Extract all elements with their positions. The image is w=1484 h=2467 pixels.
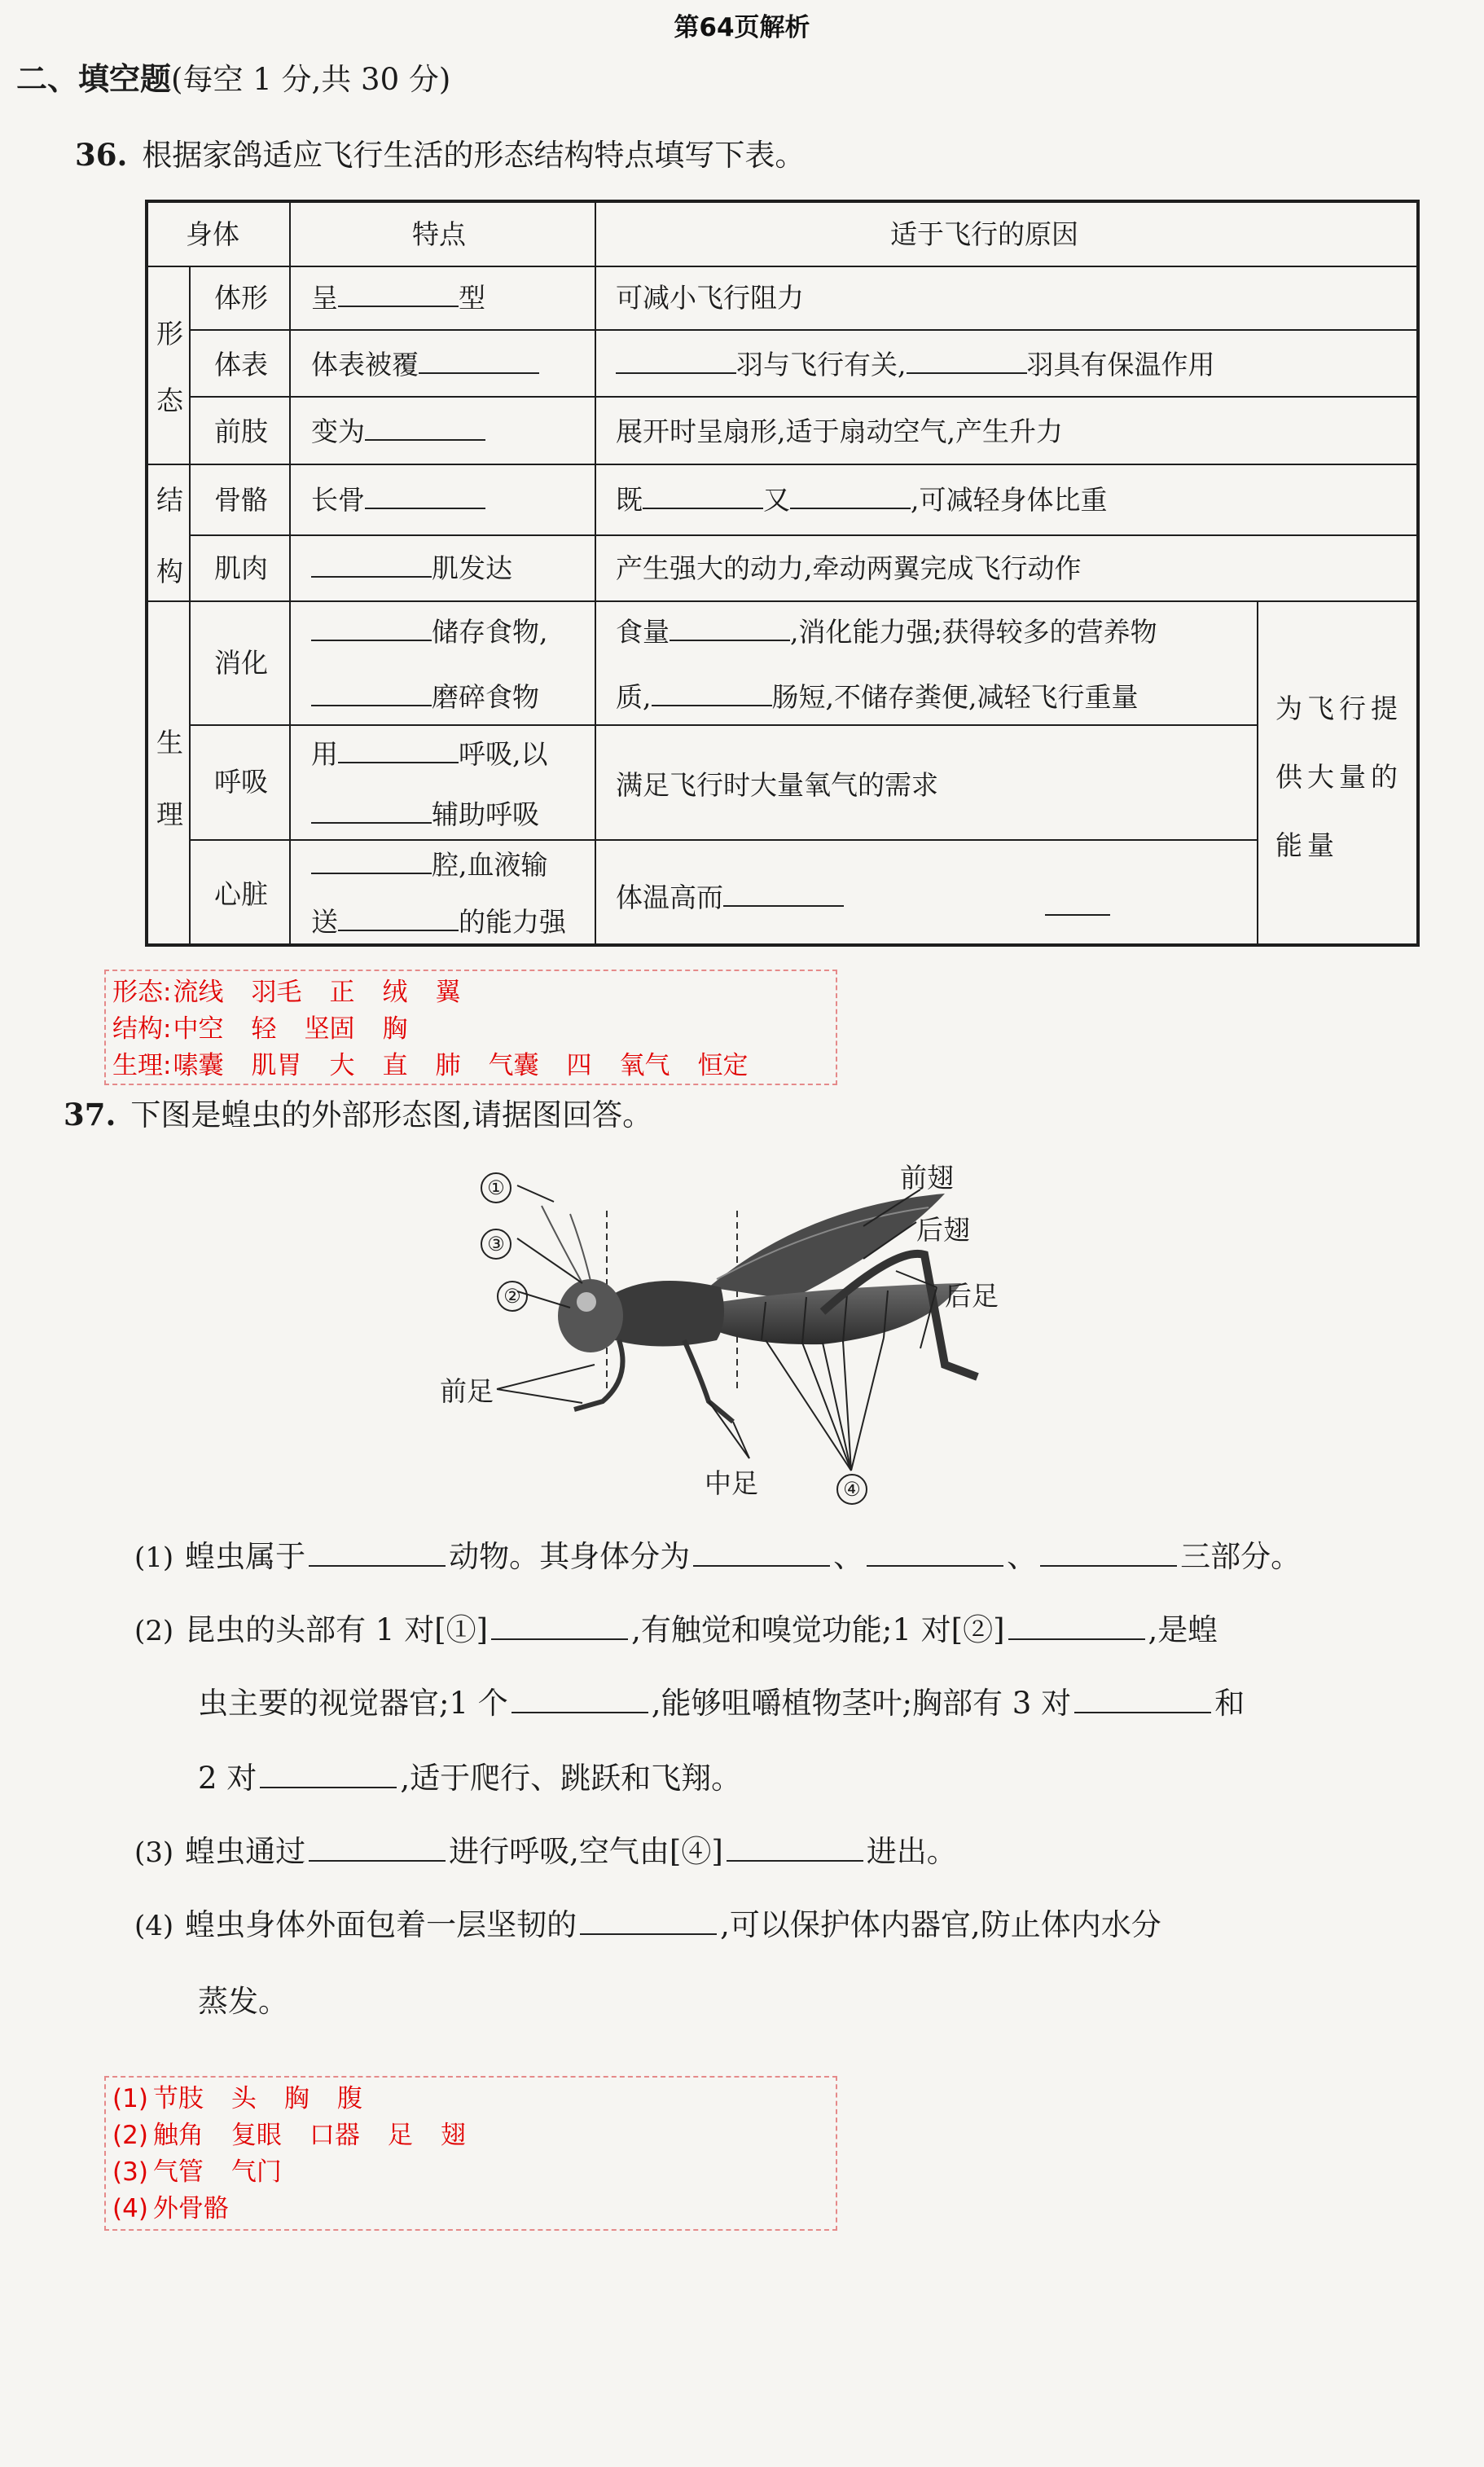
reason-text: 体温高而 bbox=[616, 882, 723, 913]
part-label: 消化 bbox=[214, 647, 268, 679]
sub-text: 动物。其身体分为 bbox=[449, 1539, 691, 1574]
answer-label: 结构: bbox=[112, 1014, 172, 1044]
header-feature: 特点 bbox=[412, 218, 466, 250]
feature-text: 腔,血液输 bbox=[432, 849, 548, 881]
answer-blank[interactable] bbox=[616, 372, 736, 374]
locust-illustration bbox=[440, 1157, 1116, 1507]
answer-label: (2) bbox=[112, 2121, 148, 2150]
answer-label: 形态: bbox=[112, 978, 172, 1007]
answer-blank[interactable] bbox=[365, 438, 485, 441]
group-char: 生 bbox=[156, 727, 183, 759]
sub-text: 进出。 bbox=[866, 1834, 957, 1869]
feature-xiaohua-2 bbox=[311, 681, 539, 713]
sub-text: ,适于爬行、跳跃和飞翔。 bbox=[400, 1761, 742, 1796]
marker-text: ① bbox=[481, 1172, 511, 1203]
feature-xiaohua-1 bbox=[311, 616, 548, 648]
sub-text: 虫主要的视觉器官;1 个 bbox=[198, 1686, 508, 1721]
reason-text: 羽具有保温作用 bbox=[1026, 349, 1215, 380]
answer-item: 肺 bbox=[435, 1051, 461, 1080]
feature-huxi-1 bbox=[311, 738, 548, 770]
marker-text: ③ bbox=[481, 1229, 511, 1260]
part-label: 体形 bbox=[214, 282, 268, 314]
part-label: 骨骼 bbox=[214, 484, 268, 516]
answer-item: 外骨骼 bbox=[152, 2194, 229, 2223]
question-number: 36. bbox=[75, 137, 128, 173]
answer-item: 气管 bbox=[152, 2157, 204, 2187]
section-title: 二、填空题 bbox=[16, 60, 172, 97]
answer-blank[interactable] bbox=[311, 872, 432, 874]
answer-item: 流线 bbox=[173, 978, 224, 1007]
feature-text: 磨碎食物 bbox=[432, 681, 539, 713]
answer-item: 中空 bbox=[173, 1014, 224, 1044]
answer-blank[interactable] bbox=[309, 1837, 446, 1862]
answer-blank[interactable] bbox=[309, 1542, 446, 1567]
sub-question-4-line-2 bbox=[198, 1977, 288, 2021]
answer-item: 气门 bbox=[231, 2157, 282, 2187]
part-label: 体表 bbox=[214, 349, 268, 380]
answer-blank[interactable] bbox=[338, 305, 459, 307]
answer-item: 翅 bbox=[440, 2121, 466, 2150]
feature-xinzang-1 bbox=[311, 849, 548, 881]
answer-blank[interactable] bbox=[511, 1689, 648, 1713]
answer-blank[interactable] bbox=[365, 507, 485, 509]
answer-item: 氧气 bbox=[619, 1051, 670, 1080]
sub-number: (2) bbox=[134, 1615, 174, 1647]
answer-blank[interactable] bbox=[670, 639, 790, 641]
marker-1 bbox=[481, 1169, 511, 1203]
marker-2 bbox=[497, 1277, 528, 1312]
feature-huxi-2 bbox=[311, 798, 539, 830]
answer-item: 四 bbox=[566, 1051, 592, 1080]
label-hindwing: 后翅 bbox=[916, 1214, 970, 1246]
locust-figure bbox=[440, 1157, 1116, 1507]
sub-question-3 bbox=[134, 1827, 957, 1871]
sub-text: ,能够咀嚼植物茎叶;胸部有 3 对 bbox=[651, 1686, 1072, 1721]
marker-text: ② bbox=[497, 1281, 528, 1312]
answer-blank[interactable] bbox=[419, 372, 539, 374]
part-label: 呼吸 bbox=[214, 766, 268, 798]
answer-item: 口器 bbox=[309, 2121, 360, 2150]
sub-number: (4) bbox=[134, 1910, 174, 1942]
answer-item: 头 bbox=[231, 2084, 257, 2113]
answer-blank[interactable] bbox=[260, 1764, 397, 1788]
sub-question-2-line-2 bbox=[198, 1678, 1245, 1722]
feature-text: 送 bbox=[311, 906, 338, 938]
part-label: 心脏 bbox=[214, 878, 268, 910]
answer-line bbox=[112, 2081, 829, 2117]
question-text: 下图是蝗虫的外部形态图,请据图回答。 bbox=[130, 1097, 653, 1132]
pigeon-table bbox=[145, 200, 1420, 948]
answer-item: 翼 bbox=[435, 978, 461, 1007]
feature-text: 辅助呼吸 bbox=[432, 798, 539, 830]
feature-jirou bbox=[311, 552, 512, 584]
sub-text: 昆虫的头部有 1 对[①] bbox=[185, 1612, 489, 1647]
feature-xinzang-2 bbox=[311, 906, 566, 938]
feature-text: 储存食物, bbox=[432, 616, 548, 648]
feature-text: 肌发达 bbox=[432, 552, 512, 584]
answer-blank[interactable] bbox=[693, 1542, 830, 1567]
sub-question-1 bbox=[134, 1532, 1301, 1576]
sub-text: 蝗虫身体外面包着一层坚韧的 bbox=[185, 1907, 577, 1942]
answer-blank[interactable] bbox=[907, 372, 1027, 374]
answer-blank[interactable] bbox=[1074, 1689, 1211, 1713]
section-heading bbox=[16, 54, 450, 99]
answer-line bbox=[112, 2117, 829, 2154]
answer-item: 节肢 bbox=[152, 2084, 204, 2113]
sub-text: 蝗虫属于 bbox=[185, 1539, 306, 1574]
sub-number: (3) bbox=[134, 1836, 174, 1869]
answer-blank[interactable] bbox=[727, 1837, 863, 1862]
sub-text: 进行呼吸,空气由[④] bbox=[449, 1834, 723, 1869]
part-label: 肌肉 bbox=[214, 552, 268, 584]
group-char: 态 bbox=[156, 385, 183, 416]
answer-blank[interactable] bbox=[652, 704, 772, 706]
answer-item: 胸 bbox=[382, 1014, 408, 1044]
answer-label: (3) bbox=[112, 2157, 148, 2187]
reason-jirou: 产生强大的动力,牵动两翼完成飞行动作 bbox=[616, 552, 1082, 584]
answer-item: 恒定 bbox=[697, 1051, 749, 1080]
answer-blank[interactable] bbox=[311, 821, 432, 824]
label-hindleg: 后足 bbox=[945, 1280, 999, 1312]
group-char: 构 bbox=[156, 556, 183, 587]
answer-blank[interactable] bbox=[867, 1542, 1003, 1567]
marker-4 bbox=[836, 1471, 867, 1505]
energy-line: 能量 bbox=[1275, 829, 1339, 861]
reason-tibiao bbox=[616, 351, 1215, 378]
answer-blank[interactable] bbox=[1008, 1616, 1145, 1640]
answer-item: 直 bbox=[382, 1051, 408, 1080]
reason-text: ,消化能力强;获得较多的营养物 bbox=[790, 616, 1157, 648]
energy-line: 供大量的 bbox=[1275, 761, 1403, 793]
feature-text: 变为 bbox=[311, 416, 365, 447]
feature-text: 长骨 bbox=[311, 484, 365, 516]
answer-line bbox=[112, 1011, 829, 1048]
answer-item: 嗉囊 bbox=[173, 1051, 224, 1080]
sub-question-2-line-1 bbox=[134, 1605, 1218, 1649]
answer-blank[interactable] bbox=[643, 507, 763, 509]
answer-blank[interactable] bbox=[311, 575, 432, 578]
answer-blank[interactable] bbox=[790, 507, 911, 509]
answer-blank[interactable] bbox=[311, 704, 432, 706]
reason-text: 食量 bbox=[616, 616, 670, 648]
answer-item: 复眼 bbox=[231, 2121, 282, 2150]
sub-number: (1) bbox=[134, 1541, 174, 1574]
answer-item: 腹 bbox=[336, 2084, 362, 2113]
sub-question-4-line-1 bbox=[134, 1900, 1161, 1944]
answer-label: (4) bbox=[112, 2194, 148, 2223]
answer-item: 胸 bbox=[283, 2084, 310, 2113]
reason-huxi: 满足飞行时大量氧气的需求 bbox=[616, 769, 938, 801]
answer-blank[interactable] bbox=[338, 761, 459, 763]
reason-tixing: 可减小飞行阻力 bbox=[616, 282, 804, 314]
marker-3 bbox=[481, 1225, 511, 1260]
feature-tibiao bbox=[311, 351, 539, 378]
group-char: 形 bbox=[156, 318, 183, 350]
answer-box-36 bbox=[104, 970, 837, 1085]
answer-blank[interactable] bbox=[1040, 1542, 1177, 1567]
feature-text: 型 bbox=[459, 282, 485, 314]
reason-text: ,可减轻身体比重 bbox=[911, 484, 1108, 516]
group-char: 结 bbox=[156, 484, 183, 516]
reason-xinzang bbox=[616, 884, 844, 911]
sub-text: ,是蝗 bbox=[1148, 1612, 1218, 1647]
feature-guge bbox=[311, 484, 485, 516]
answer-blank[interactable] bbox=[723, 904, 844, 907]
page-title: 第64页解析 bbox=[674, 13, 810, 42]
sub-text: ,有触觉和嗅觉功能;1 对[②] bbox=[631, 1612, 1005, 1647]
answer-item: 正 bbox=[329, 978, 355, 1007]
answer-item: 坚固 bbox=[304, 1014, 355, 1044]
answer-item: 足 bbox=[387, 2121, 413, 2150]
reason-xiaohua-1 bbox=[616, 616, 1157, 648]
answer-blank[interactable] bbox=[580, 1911, 717, 1935]
answer-item: 大 bbox=[329, 1051, 355, 1080]
answer-item: 羽毛 bbox=[251, 978, 302, 1007]
question-number: 37. bbox=[64, 1097, 116, 1132]
answer-item: 绒 bbox=[382, 978, 408, 1007]
label-midleg: 中足 bbox=[705, 1467, 758, 1499]
sub-text: ,可以保护体内器官,防止体内水分 bbox=[720, 1907, 1161, 1942]
sub-text: 蒸发。 bbox=[198, 1984, 288, 2019]
answer-blank[interactable] bbox=[491, 1616, 628, 1640]
label-forewing: 前翅 bbox=[900, 1162, 954, 1194]
answer-label: (1) bbox=[112, 2084, 148, 2113]
answer-blank[interactable] bbox=[338, 929, 459, 931]
reason-qianzhi: 展开时呈扇形,适于扇动空气,产生升力 bbox=[616, 416, 1063, 447]
energy-line: 为飞行提 bbox=[1275, 693, 1403, 724]
sub-text: 蝗虫通过 bbox=[185, 1834, 306, 1869]
answer-item: 气囊 bbox=[488, 1051, 539, 1080]
reason-text: 羽与飞行有关, bbox=[736, 349, 907, 380]
feature-text: 的能力强 bbox=[459, 906, 566, 938]
sub-text: 2 对 bbox=[198, 1761, 257, 1796]
feature-text: 用 bbox=[311, 738, 338, 770]
reason-text: 又 bbox=[763, 484, 790, 516]
sub-text: 、 bbox=[833, 1539, 864, 1574]
reason-text: 肠短,不储存粪便,减轻飞行重量 bbox=[771, 681, 1139, 713]
reason-text: 质, bbox=[616, 681, 652, 713]
question-text: 根据家鸽适应飞行生活的形态结构特点填写下表。 bbox=[142, 138, 806, 173]
feature-tixing bbox=[311, 282, 485, 314]
feature-qianzhi bbox=[311, 418, 485, 445]
reason-xiaohua-2 bbox=[616, 681, 1139, 713]
part-label: 前肢 bbox=[214, 416, 268, 447]
header-reason: 适于飞行的原因 bbox=[890, 218, 1078, 250]
sub-text: 三部分。 bbox=[1180, 1539, 1302, 1574]
sub-question-2-line-3 bbox=[198, 1753, 741, 1797]
answer-box-37 bbox=[104, 2076, 837, 2231]
reason-text: 既 bbox=[616, 484, 643, 516]
marker-text: ④ bbox=[836, 1474, 867, 1505]
answer-line bbox=[112, 2191, 829, 2227]
answer-label: 生理: bbox=[112, 1051, 172, 1080]
sub-text: 、 bbox=[1007, 1539, 1038, 1574]
answer-item: 触角 bbox=[152, 2121, 204, 2150]
header-body: 身体 bbox=[186, 218, 239, 250]
feature-text: 呼吸,以 bbox=[459, 738, 548, 770]
feature-text: 呈 bbox=[311, 282, 338, 314]
question-37 bbox=[64, 1090, 652, 1134]
reason-guge bbox=[616, 484, 1108, 516]
answer-item: 肌胃 bbox=[251, 1051, 302, 1080]
answer-item: 轻 bbox=[251, 1014, 277, 1044]
sub-text: 和 bbox=[1214, 1686, 1245, 1721]
answer-line bbox=[112, 1048, 829, 1084]
question-36 bbox=[75, 130, 805, 174]
group-char: 理 bbox=[156, 798, 183, 830]
feature-text: 体表被覆 bbox=[311, 349, 419, 380]
section-note: (每空 1 分,共 30 分) bbox=[171, 62, 451, 97]
answer-blank[interactable] bbox=[311, 639, 432, 641]
answer-line bbox=[112, 974, 829, 1011]
label-foreleg: 前足 bbox=[440, 1375, 494, 1407]
answer-line bbox=[112, 2154, 829, 2191]
